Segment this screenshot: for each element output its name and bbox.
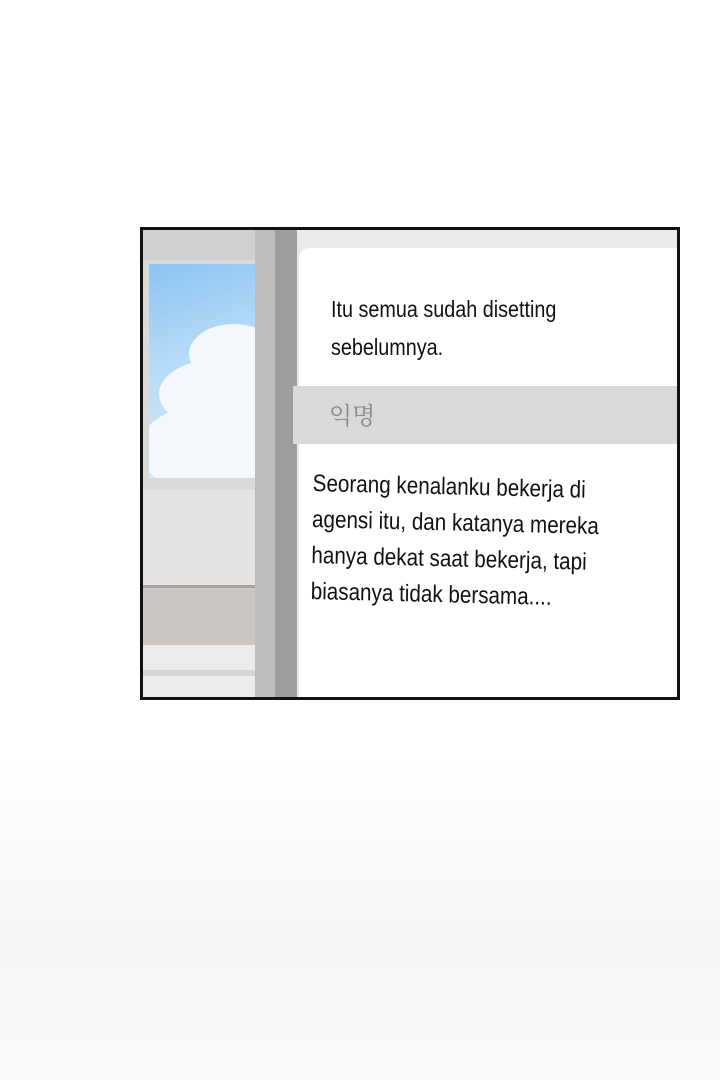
phone-edge [275, 230, 297, 697]
wall [143, 490, 271, 590]
window-sky [149, 264, 257, 478]
background-haze [0, 760, 720, 1080]
window-post [255, 230, 277, 697]
chat-message-bottom: Seorang kenalanku bekerja di agensi itu, dan katanya mereka hanya dekat saat bekerja, tapi biasanya tidak bersama.... [310, 469, 600, 611]
cloud [149, 404, 257, 478]
sender-name-bar [293, 386, 680, 444]
window-blind [143, 230, 271, 260]
shelf-edge [143, 585, 271, 588]
sender-name: 익명 [329, 402, 376, 430]
chat-screen [299, 248, 680, 700]
shelf [143, 585, 271, 645]
floor-strip [143, 670, 271, 676]
comic-panel [140, 227, 680, 700]
chat-message-top: Itu semua sudah disetting sebelumnya. [331, 296, 557, 360]
